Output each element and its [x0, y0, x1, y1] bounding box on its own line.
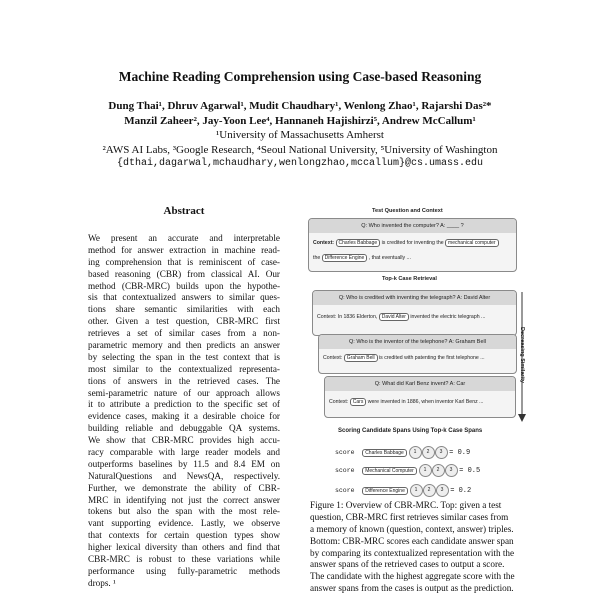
- abstract-line: outperforms baselines by 11.5 and 8.4 EM on: [88, 458, 280, 469]
- test-question: Q: Who invented the computer? A: ____ ?: [309, 219, 516, 233]
- case-1-context-post: invented the electric telegraph ...: [410, 314, 486, 320]
- score-row-3: [335, 484, 535, 497]
- case-circle: 2: [432, 464, 445, 477]
- case-3-question: Q: What did Karl Benz invent? A: Car: [325, 377, 515, 391]
- test-question-box: [308, 218, 517, 272]
- abstract-line: We show that CBR-MRC provides high accu-: [88, 435, 280, 446]
- abstract-line: method for answer extraction in machine read-: [88, 244, 280, 255]
- paper-title: Machine Reading Comprehension using Case-based Reasoning: [118, 69, 482, 84]
- case-2-context: [323, 354, 485, 362]
- abstract-line: We present an accurate and interpretable: [88, 233, 280, 243]
- candidate-span-3: Difference Engine: [322, 254, 368, 262]
- score-candidate: Difference Engine: [362, 487, 408, 495]
- figure-top-title: Test Question and Context: [372, 208, 443, 214]
- case-3-context: [329, 398, 483, 406]
- test-context-line-1: [313, 239, 499, 247]
- score-row-1: [335, 446, 535, 459]
- affiliation-line-1: ¹University of Massachusetts Amherst: [216, 129, 384, 141]
- abstract-heading: Abstract: [163, 205, 205, 217]
- case-2-answer: Graham Bell: [344, 354, 378, 362]
- abstract-line: building reliable and debuggable QA systems.: [88, 423, 280, 434]
- author-emails: {dthai,dagarwal,mchaudhary,wenlongzhao,mccallum}@cs.umass.edu: [116, 158, 484, 169]
- abstract-line: higher lexical diversity than others and find that: [88, 542, 280, 553]
- abstract-line: Further, we demonstrate the ability of CBR-: [88, 482, 280, 493]
- abstract-line: method (CBR-MRC) builds upon the hypothe-: [88, 280, 280, 291]
- caption-line: question, CBR-MRC first retrieves similar cases from: [310, 511, 509, 522]
- case-1-question: Q: Who is credited with inventing the telegraph? A: David Alter: [313, 291, 516, 305]
- candidate-span-1: Charles Babbage: [336, 239, 381, 247]
- case-1-context-pre: Context: In 1836 Elderton,: [317, 314, 378, 320]
- abstract-line: retrieves a set of similar cases from a non-: [88, 328, 280, 339]
- abstract-line: based reasoning (CBR) from classical AI. Our: [88, 268, 280, 279]
- abstract-line: tions of answers in the retrieved cases. The: [88, 375, 280, 386]
- abstract-line: drops. ¹: [88, 577, 116, 588]
- abstract-line: sis that contextualized answers to similar ques-: [88, 292, 280, 303]
- case-circle: 1: [409, 446, 422, 459]
- caption-line: Bottom: CBR-MRC scores each candidate answer span: [310, 535, 514, 546]
- figure-caption: [310, 500, 545, 595]
- score-value: = 0.5: [459, 467, 481, 476]
- abstract-line: tions share semantic similarities with each: [88, 304, 280, 315]
- retrieval-title: Top-k Case Retrieval: [382, 276, 437, 282]
- abstract-line: ing comprehension that is reminiscent of case-: [88, 256, 280, 267]
- case-card-3: [324, 376, 516, 418]
- case-circle: 3: [435, 446, 448, 459]
- author-block: [40, 99, 560, 172]
- case-card-1: [312, 290, 517, 336]
- score-value: = 0.2: [450, 487, 472, 496]
- case-2-context-post: is credited with patenting the first telephone ...: [379, 355, 485, 361]
- case-2-question: Q: Who is the inventor of the telephone? A: Graham Bell: [319, 335, 516, 349]
- abstract-line: it to attribute a prediction to the specific set of: [88, 399, 280, 410]
- score-candidate: Mechanical Computer: [362, 467, 417, 475]
- authors-line-1: Dung Thai¹, Dhruv Agarwal¹, Mudit Chaudhary¹, Wenlong Zhao¹, Rajarshi Das²*: [108, 100, 492, 112]
- abstract-line: that contexts for certain question types show: [88, 530, 280, 541]
- case-circle: 2: [423, 484, 436, 497]
- case-circle: 2: [422, 446, 435, 459]
- abstract-line: CBR-MRC is robust to these variations while: [88, 554, 280, 565]
- caption-line: Figure 1: Overview of CBR-MRC. Top: given a test: [310, 500, 502, 510]
- score-row-2: [335, 464, 535, 477]
- case-3-context-pre: Context:: [329, 399, 349, 405]
- abstract-line: performance using fully-parametric methods: [88, 565, 280, 576]
- case-card-2: [318, 334, 517, 374]
- score-label: score: [335, 467, 355, 475]
- case-circle: 1: [419, 464, 432, 477]
- case-3-answer: Cars: [350, 398, 367, 406]
- score-label: score: [335, 449, 355, 457]
- caption-line: a memory of known (question, context, answer) triples.: [310, 523, 514, 534]
- candidate-span-2: mechanical computer: [445, 239, 499, 247]
- abstract-line: vant supporting evidence. Lastly, we observe: [88, 518, 280, 529]
- scoring-title: Scoring Candidate Spans Using Top-k Case Spans: [338, 428, 483, 434]
- score-label: score: [335, 487, 355, 495]
- abstract-line: semi-parametric nature of our approach allows: [88, 387, 280, 398]
- caption-line: by comparing its contextualized representation with the: [310, 547, 515, 558]
- affiliation-line-2: ²AWS AI Labs, ³Google Research, ⁴Seoul National University, ⁵University of Washington: [102, 143, 498, 156]
- test-context-pre3: the: [313, 255, 321, 261]
- decreasing-similarity-label: Decreasing Similarity: [519, 327, 525, 383]
- abstract-line: tokens but also the span with the most rele-: [88, 506, 280, 517]
- score-value: = 0.9: [449, 449, 471, 458]
- abstract-line: racy comparable with large reader models and: [88, 447, 280, 458]
- case-1-context: [317, 313, 485, 321]
- caption-line: answer spans of the retrieved cases to output a score.: [310, 559, 505, 570]
- test-context-mid: is credited for inventing the: [381, 240, 444, 246]
- case-circle: 3: [436, 484, 449, 497]
- test-context-line-2: [313, 254, 411, 262]
- abstract-body: [88, 233, 280, 590]
- case-circle: 1: [410, 484, 423, 497]
- case-circle: 3: [445, 464, 458, 477]
- abstract-line: other. Given a test question, CBR-MRC first: [88, 316, 280, 327]
- abstract-line: NaturalQuestions and NewsQA, respectively.: [88, 470, 280, 481]
- abstract-line: parametric memory and then predicts an answer: [88, 340, 280, 351]
- authors-line-2: Manzil Zaheer², Jay-Yoon Lee⁴, Hannaneh Hajishirzi⁵, Andrew McCallum¹: [124, 114, 476, 127]
- test-context-tail: , that eventually ...: [368, 255, 411, 261]
- case-3-context-post: were invented in 1886, when inventor Karl Benz ...: [367, 399, 484, 405]
- abstract-line: MRC in identifying not just the correct answer: [88, 494, 280, 505]
- caption-line: The candidate with the highest aggregate score with the: [310, 571, 515, 582]
- case-1-answer: David Alter: [379, 313, 409, 321]
- abstract-line: most similar to the contextualized representa-: [88, 363, 280, 374]
- context-label: Context:: [313, 240, 335, 246]
- case-2-context-pre: Context:: [323, 355, 343, 361]
- caption-line: answer spans from the cases is output as the prediction.: [310, 583, 514, 594]
- score-candidate: Charles Babbage: [362, 449, 407, 457]
- abstract-line: evidence cases, making it a desirable choice for: [88, 411, 280, 422]
- abstract-line: by selecting the span in the test context that is: [88, 351, 280, 362]
